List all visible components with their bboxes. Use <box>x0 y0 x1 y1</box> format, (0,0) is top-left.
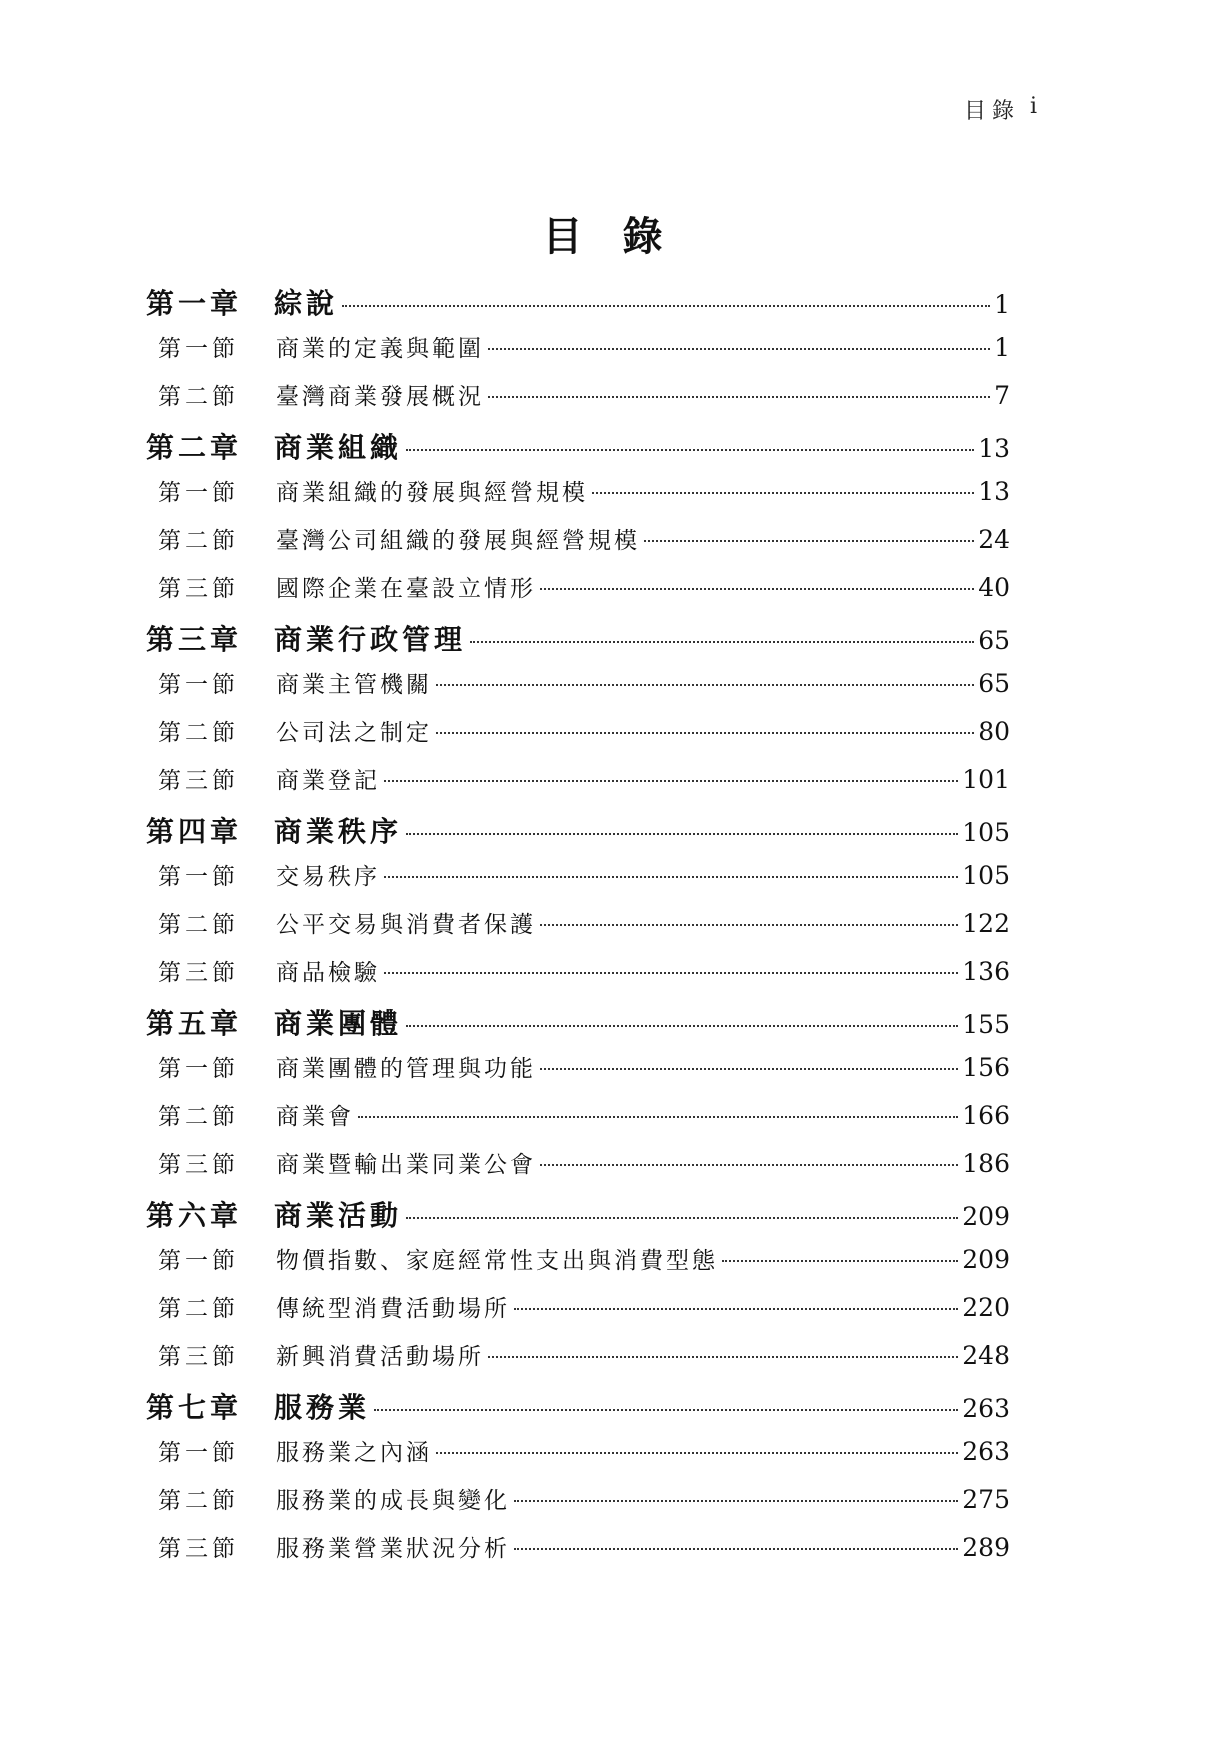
page-reference: 248 <box>962 1341 1010 1370</box>
section-label: 第二節 <box>158 720 239 746</box>
toc-entry-section[interactable] <box>148 1434 1010 1482</box>
page-reference: 13 <box>978 434 1010 463</box>
section-label: 第二節 <box>158 384 239 410</box>
page-reference: 40 <box>978 573 1010 602</box>
toc-entry-chapter[interactable] <box>148 618 1010 666</box>
page-reference: 24 <box>978 525 1010 554</box>
section-title: 新興消費活動場所 <box>276 1344 484 1370</box>
section-label: 第三節 <box>158 960 239 986</box>
section-title: 商業登記 <box>276 768 380 794</box>
page-reference: 80 <box>978 717 1010 746</box>
dot-leader <box>436 1452 958 1454</box>
chapter-label: 第七章 <box>146 1391 243 1424</box>
section-title: 商業主管機關 <box>276 672 432 698</box>
section-title: 公司法之制定 <box>276 720 432 746</box>
dot-leader <box>436 684 974 686</box>
section-title: 商業暨輸出業同業公會 <box>276 1152 536 1178</box>
page-reference: 13 <box>978 477 1010 506</box>
toc-entry-section[interactable] <box>148 570 1010 618</box>
page-reference: 7 <box>994 381 1010 410</box>
toc-entry-section[interactable] <box>148 714 1010 762</box>
page-reference: 105 <box>962 818 1010 847</box>
dot-leader <box>384 876 958 878</box>
toc-entry-section[interactable] <box>148 1146 1010 1194</box>
toc-entry-section[interactable] <box>148 762 1010 810</box>
toc-entry-section[interactable] <box>148 858 1010 906</box>
toc-entry-section[interactable] <box>148 474 1010 522</box>
section-label: 第三節 <box>158 1344 239 1370</box>
section-label: 第一節 <box>158 1248 239 1274</box>
dot-leader <box>342 305 990 307</box>
page-reference: 166 <box>962 1101 1010 1130</box>
toc-entry-section[interactable] <box>148 1530 1010 1578</box>
section-label: 第一節 <box>158 336 239 362</box>
section-title: 臺灣公司組織的發展與經營規模 <box>276 528 640 554</box>
dot-leader <box>488 396 990 398</box>
dot-leader <box>540 588 974 590</box>
section-label: 第一節 <box>158 672 239 698</box>
page-title: 目錄 <box>542 212 703 260</box>
toc-entry-section[interactable] <box>148 1242 1010 1290</box>
toc-entry-chapter[interactable] <box>148 282 1010 330</box>
chapter-title: 商業活動 <box>274 1199 403 1232</box>
section-title: 商業組織的發展與經營規模 <box>276 480 588 506</box>
toc-entry-section[interactable] <box>148 330 1010 378</box>
page-reference: 263 <box>962 1437 1010 1466</box>
section-label: 第三節 <box>158 1536 239 1562</box>
chapter-label: 第六章 <box>146 1199 243 1232</box>
dot-leader <box>722 1260 958 1262</box>
section-label: 第一節 <box>158 1440 239 1466</box>
toc-entry-section[interactable] <box>148 666 1010 714</box>
section-title: 臺灣商業發展概況 <box>276 384 484 410</box>
page-reference: 1 <box>994 290 1010 319</box>
toc-entry-section[interactable] <box>148 378 1010 426</box>
section-label: 第二節 <box>158 1488 239 1514</box>
section-title: 交易秩序 <box>276 864 380 890</box>
page-reference: 101 <box>962 765 1010 794</box>
section-label: 第三節 <box>158 576 239 602</box>
section-title: 公平交易與消費者保護 <box>276 912 536 938</box>
running-head-title: 目錄 <box>963 99 1020 124</box>
section-title: 商業會 <box>276 1104 354 1130</box>
chapter-title: 商業組織 <box>274 431 403 464</box>
chapter-title: 服務業 <box>274 1391 371 1424</box>
section-label: 第二節 <box>158 1296 239 1322</box>
toc-entry-section[interactable] <box>148 1050 1010 1098</box>
section-title: 商業的定義與範圍 <box>276 336 484 362</box>
section-label: 第二節 <box>158 528 239 554</box>
section-title: 傳統型消費活動場所 <box>276 1296 510 1322</box>
chapter-label: 第三章 <box>146 623 243 656</box>
toc-entry-section[interactable] <box>148 1482 1010 1530</box>
toc-entry-chapter[interactable] <box>148 1002 1010 1050</box>
chapter-label: 第一章 <box>146 287 243 320</box>
chapter-label: 第五章 <box>146 1007 243 1040</box>
page-reference: 209 <box>962 1245 1010 1274</box>
chapter-title: 綜說 <box>274 287 339 320</box>
dot-leader <box>436 732 974 734</box>
dot-leader <box>406 1025 958 1027</box>
section-label: 第二節 <box>158 912 239 938</box>
section-label: 第二節 <box>158 1104 239 1130</box>
chapter-title: 商業秩序 <box>274 815 403 848</box>
section-title: 商品檢驗 <box>276 960 380 986</box>
chapter-title: 商業行政管理 <box>274 623 467 656</box>
dot-leader <box>488 348 990 350</box>
toc-entry-section[interactable] <box>148 522 1010 570</box>
dot-leader <box>406 449 974 451</box>
chapter-label: 第二章 <box>146 431 243 464</box>
page-number: i <box>1029 94 1037 119</box>
dot-leader <box>358 1116 958 1118</box>
toc-entry-section[interactable] <box>148 906 1010 954</box>
page-reference: 136 <box>962 957 1010 986</box>
section-title: 國際企業在臺設立情形 <box>276 576 536 602</box>
dot-leader <box>514 1548 958 1550</box>
toc-entry-chapter[interactable] <box>148 1386 1010 1434</box>
dot-leader <box>406 1217 958 1219</box>
page-reference: 65 <box>978 669 1010 698</box>
dot-leader <box>470 641 974 643</box>
section-title: 商業團體的管理與功能 <box>276 1056 536 1082</box>
toc-entry-chapter[interactable] <box>148 810 1010 858</box>
page-reference: 155 <box>962 1010 1010 1039</box>
dot-leader <box>384 972 958 974</box>
toc-entry-chapter[interactable] <box>148 426 1010 474</box>
section-label: 第三節 <box>158 1152 239 1178</box>
dot-leader <box>406 833 958 835</box>
page-reference: 275 <box>962 1485 1010 1514</box>
section-title: 服務業營業狀況分析 <box>276 1536 510 1562</box>
toc-entry-section[interactable] <box>148 1338 1010 1386</box>
dot-leader <box>488 1356 958 1358</box>
dot-leader <box>592 492 974 494</box>
dot-leader <box>540 1164 958 1166</box>
page-reference: 156 <box>962 1053 1010 1082</box>
page-reference: 122 <box>962 909 1010 938</box>
section-label: 第三節 <box>158 768 239 794</box>
page-reference: 105 <box>962 861 1010 890</box>
page-reference: 209 <box>962 1202 1010 1231</box>
page-reference: 186 <box>962 1149 1010 1178</box>
page-reference: 289 <box>962 1533 1010 1562</box>
section-title: 物價指數、家庭經常性支出與消費型態 <box>276 1248 718 1274</box>
section-title: 服務業之內涵 <box>276 1440 432 1466</box>
toc-entry-section[interactable] <box>148 954 1010 1002</box>
chapter-title: 商業團體 <box>274 1007 403 1040</box>
dot-leader <box>644 540 974 542</box>
dot-leader <box>374 1409 958 1411</box>
section-label: 第一節 <box>158 1056 239 1082</box>
section-label: 第一節 <box>158 480 239 506</box>
toc-entry-chapter[interactable] <box>148 1194 1010 1242</box>
dot-leader <box>384 780 958 782</box>
page-reference: 1 <box>994 333 1010 362</box>
section-title: 服務業的成長與變化 <box>276 1488 510 1514</box>
toc-entry-section[interactable] <box>148 1290 1010 1338</box>
page-reference: 263 <box>962 1394 1010 1423</box>
page-reference: 65 <box>978 626 1010 655</box>
section-label: 第一節 <box>158 864 239 890</box>
table-of-contents <box>148 282 1010 1578</box>
dot-leader <box>514 1308 958 1310</box>
dot-leader <box>540 1068 958 1070</box>
dot-leader <box>514 1500 958 1502</box>
chapter-label: 第四章 <box>146 815 243 848</box>
page-reference: 220 <box>962 1293 1010 1322</box>
toc-entry-section[interactable] <box>148 1098 1010 1146</box>
dot-leader <box>540 924 958 926</box>
